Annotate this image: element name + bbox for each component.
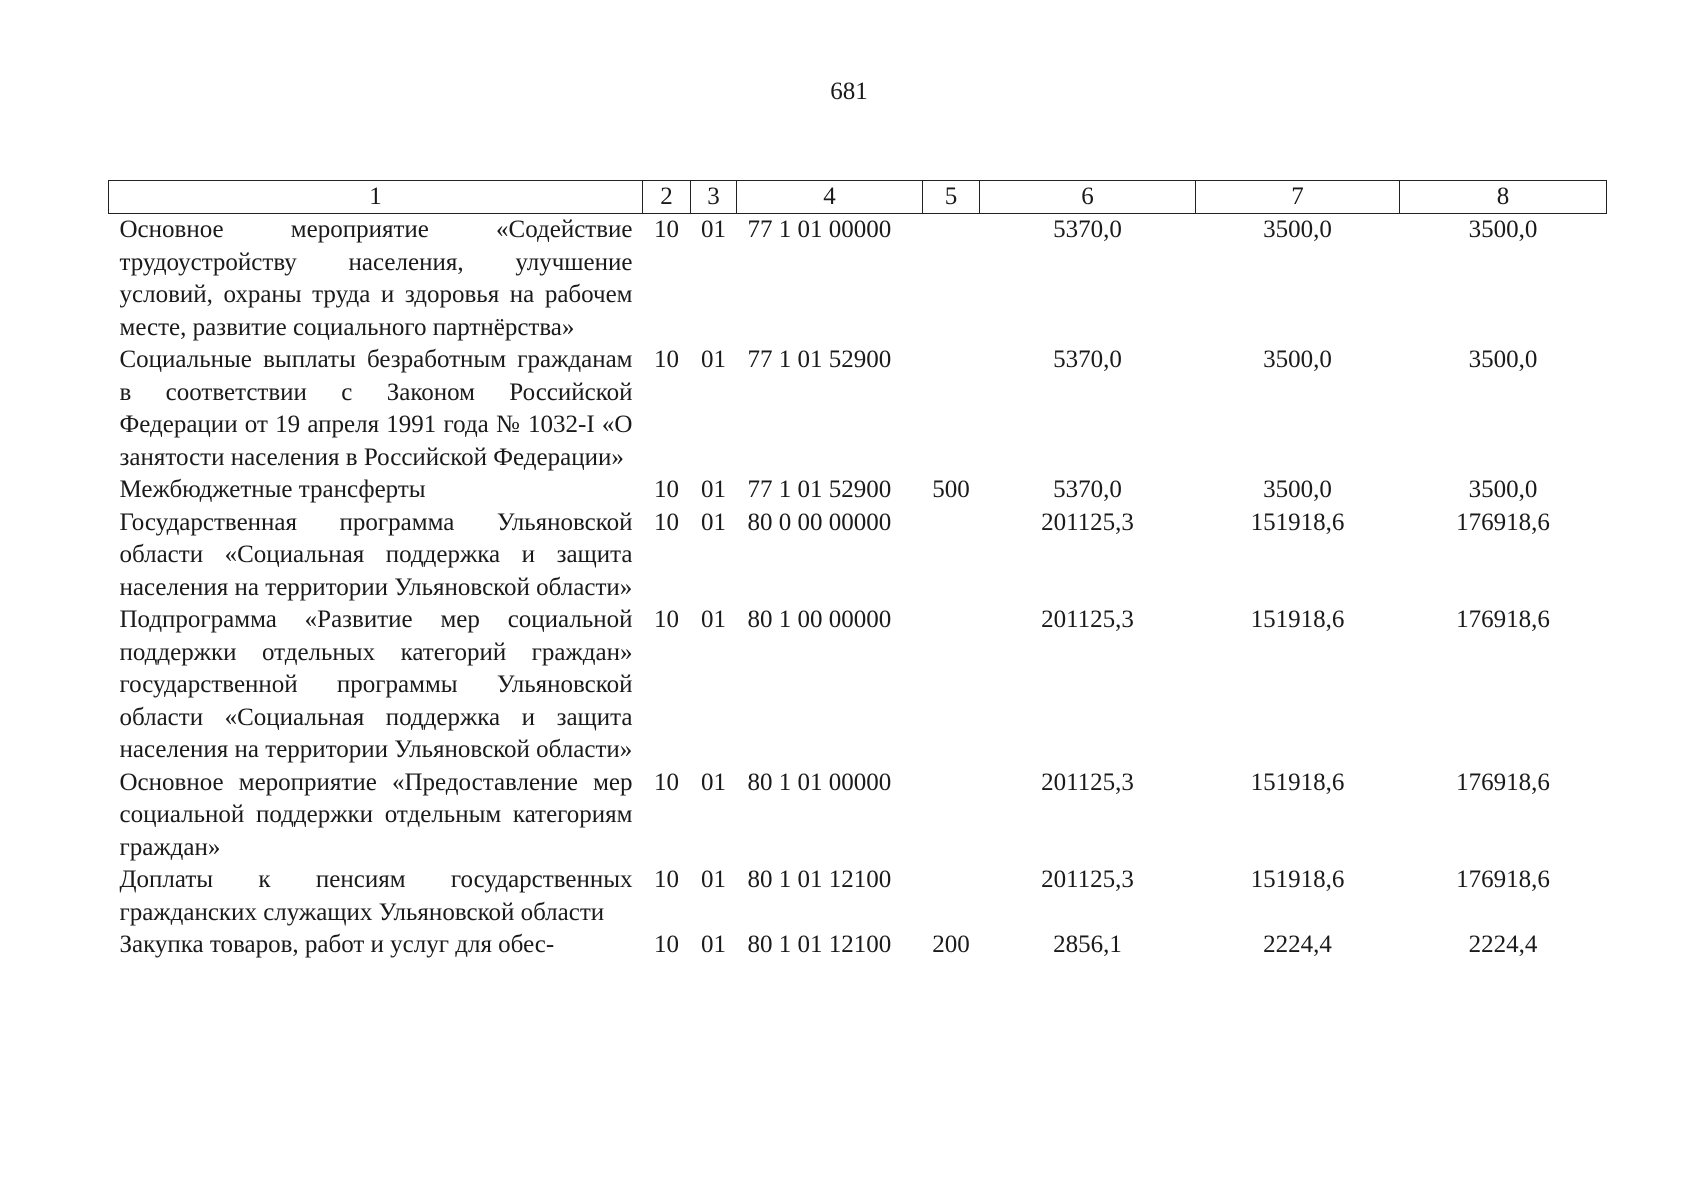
target-article-code: 80 0 00 00000 [747, 508, 892, 536]
section-code: 10 [654, 768, 679, 796]
amount-col-7: 3500,0 [1263, 216, 1332, 243]
subsection-code: 01 [701, 476, 726, 503]
row-description: Межбюджетные трансферты [119, 476, 426, 503]
row-description: Социальные выплаты безработным гражданам в соответствии с Законом Российской Федерации от 19 апреля 1991 года № 1032-I «О занятости населения в Российской Федерации» [119, 346, 633, 471]
amount-col-6: 201125,3 [1041, 606, 1134, 633]
amount-col-8: 176918,6 [1456, 866, 1550, 893]
amount-col-8: 176918,6 [1456, 606, 1550, 633]
target-article-code: 80 1 01 12100 [747, 866, 892, 893]
row-description: Основное мероприятие «Предоставление мер социальной поддержки отдельным категориям граждан» [119, 768, 633, 861]
table-row [109, 214, 1607, 345]
amount-col-8: 3500,0 [1468, 216, 1538, 243]
budget-table [108, 180, 1607, 962]
row-description: Доплаты к пенсиям государственных гражданских служащих Ульяновской области [119, 866, 633, 926]
section-code: 10 [654, 866, 679, 893]
amount-col-6: 2856,1 [1053, 931, 1122, 958]
amount-col-6: 5370,0 [1053, 346, 1122, 373]
subsection-code: 01 [701, 768, 726, 796]
subsection-code: 01 [701, 346, 726, 373]
column-header: 5 [923, 181, 980, 214]
table-row [109, 604, 1607, 767]
amount-col-8: 176918,6 [1456, 768, 1550, 796]
column-header: 8 [1400, 181, 1607, 214]
table-row [109, 767, 1607, 865]
section-code: 10 [654, 606, 679, 633]
expense-type-code [923, 864, 980, 929]
target-article-code: 77 1 01 52900 [747, 346, 892, 373]
target-article-code: 77 1 01 52900 [747, 476, 892, 503]
amount-col-6: 5370,0 [1053, 476, 1122, 503]
column-header: 7 [1196, 181, 1400, 214]
section-code: 10 [654, 346, 679, 373]
amount-col-6: 201125,3 [1041, 866, 1134, 893]
subsection-code: 01 [701, 931, 726, 958]
table-row [109, 507, 1607, 605]
row-description: Подпрограмма «Развитие мер социальной поддержки отдельных категорий граждан» государственной программы Ульяновской области «Социальная поддержка и защита населения на территории Ульяновской области» [119, 606, 633, 763]
amount-col-8: 3500,0 [1468, 476, 1538, 503]
subsection-code: 01 [701, 606, 726, 633]
expense-type-code [923, 344, 980, 474]
amount-col-7: 151918,6 [1250, 866, 1345, 893]
table-row [109, 344, 1607, 474]
row-description: Основное мероприятие «Содействие трудоустройству населения, улучшение условий, охраны труда и здоровья на рабочем месте, развитие социального партнёрства» [119, 216, 633, 341]
amount-col-7: 151918,6 [1250, 768, 1345, 796]
amount-col-8: 176918,6 [1456, 508, 1550, 536]
subsection-code: 01 [701, 508, 726, 536]
amount-col-8: 2224,4 [1468, 931, 1538, 958]
row-description: Государственная программа Ульяновской области «Социальная поддержка и защита населения на территории Ульяновской области» [119, 508, 633, 601]
subsection-code: 01 [701, 216, 726, 243]
amount-col-8: 3500,0 [1468, 346, 1538, 373]
section-code: 10 [654, 216, 679, 243]
section-code: 10 [654, 476, 679, 503]
expense-type-code: 200 [932, 931, 970, 958]
column-header: 4 [737, 181, 923, 214]
expense-type-code: 500 [932, 476, 970, 503]
table-row [109, 864, 1607, 929]
section-code: 10 [654, 508, 679, 536]
amount-col-7: 3500,0 [1263, 346, 1332, 373]
target-article-code: 80 1 01 12100 [747, 931, 892, 958]
column-header: 6 [980, 181, 1196, 214]
amount-col-6: 201125,3 [1041, 768, 1134, 796]
table-row [109, 474, 1607, 507]
target-article-code: 80 1 01 00000 [747, 768, 892, 796]
amount-col-7: 3500,0 [1263, 476, 1332, 503]
expense-type-code [923, 214, 980, 345]
column-header: 2 [643, 181, 691, 214]
table-header-row [109, 181, 1607, 214]
page-number: 681 [830, 78, 868, 105]
section-code: 10 [654, 931, 679, 958]
column-header: 3 [691, 181, 737, 214]
amount-col-6: 5370,0 [1053, 216, 1122, 243]
table-row [109, 929, 1607, 962]
expense-type-code [923, 507, 980, 605]
subsection-code: 01 [701, 866, 726, 893]
amount-col-7: 151918,6 [1250, 508, 1345, 536]
target-article-code: 80 1 00 00000 [747, 606, 892, 633]
amount-col-6: 201125,3 [1041, 508, 1134, 536]
column-header: 1 [109, 181, 643, 214]
expense-type-code [923, 604, 980, 767]
amount-col-7: 151918,6 [1250, 606, 1345, 633]
row-description: Закупка товаров, работ и услуг для обес- [119, 931, 555, 958]
target-article-code: 77 1 01 00000 [747, 216, 892, 243]
expense-type-code [923, 767, 980, 865]
amount-col-7: 2224,4 [1263, 931, 1332, 958]
